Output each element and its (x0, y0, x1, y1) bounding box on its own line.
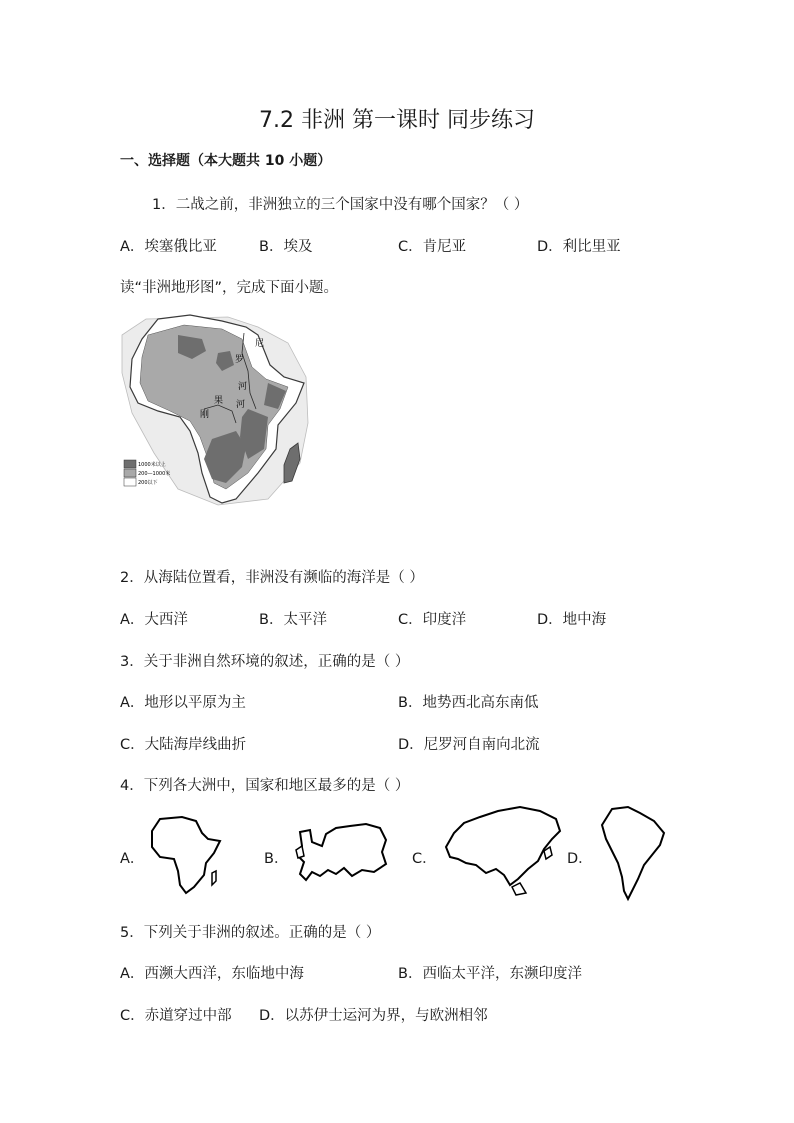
british-isles-outline (296, 846, 304, 858)
page-title: 7.2 非洲 第一课时 同步练习 (259, 108, 535, 133)
map-label-gang: 刚 (200, 410, 210, 420)
asia-islands-outline (512, 883, 526, 895)
question-1-option-b: B．埃及 (259, 239, 313, 255)
question-5-stem: 5．下列关于非洲的叙述。正确的是（ ） (120, 925, 381, 941)
madagascar-outline (212, 871, 216, 885)
south-america-outline-path (602, 807, 664, 899)
question-1-stem: 1．二战之前，非洲独立的三个国家中没有哪个国家？（ ） (152, 197, 529, 213)
legend-swatch-mid (124, 469, 136, 477)
europe-outline-path (298, 824, 386, 880)
legend-swatch-high (124, 460, 136, 468)
legend-swatch-low (124, 478, 136, 486)
question-5-option-d: D．以苏伊士运河为界，与欧洲相邻 (259, 1008, 488, 1024)
question-2-option-c: C．印度洋 (398, 612, 467, 628)
africa-outline-map (148, 815, 224, 895)
map-label-he2: 河 (236, 400, 246, 410)
question-4-option-b: B． (264, 851, 289, 867)
africa-outline-path (152, 817, 220, 893)
question-3-option-c: C．大陆海岸线曲折 (120, 737, 247, 753)
map-label-ni: 尼 (255, 339, 265, 349)
question-2-option-b: B．太平洋 (259, 612, 327, 628)
question-5-option-a: A．西濒大西洋，东临地中海 (120, 966, 304, 982)
question-3-option-a: A．地形以平原为主 (120, 695, 246, 711)
question-3-option-d: D．尼罗河自南向北流 (398, 737, 540, 753)
question-1-option-d: D．利比里亚 (537, 239, 621, 255)
question-3-option-b: B．地势西北高东南低 (398, 695, 539, 711)
africa-topographic-map (118, 313, 312, 507)
question-3-stem: 3．关于非洲自然环境的叙述，正确的是（ ） (120, 654, 410, 670)
asia-outline-path (446, 807, 560, 885)
map-label-guo: 果 (214, 396, 224, 406)
question-5-option-b: B．西临太平洋，东濒印度洋 (398, 966, 582, 982)
question-4-option-c: C． (412, 851, 437, 867)
europe-outline-map (292, 822, 390, 888)
question-2-option-a: A．大西洋 (120, 612, 188, 628)
map-label-luo: 罗 (235, 355, 245, 365)
question-1-option-c: C．肯尼亚 (398, 239, 467, 255)
question-2-option-d: D．地中海 (537, 612, 607, 628)
question-4-stem: 4．下列各大洲中，国家和地区最多的是（ ） (120, 778, 410, 794)
legend-label-mid: 200—1000米 (138, 471, 171, 477)
asia-outline-map (440, 803, 564, 899)
question-1-option-a: A．埃塞俄比亚 (120, 239, 217, 255)
legend-label-low: 200以下 (138, 480, 158, 486)
question-4-option-d: D． (567, 851, 593, 867)
section-header: 一、选择题（本大题共 10 小题） (120, 153, 332, 169)
question-2-stem: 2．从海陆位置看，非洲没有濒临的海洋是（ ） (120, 570, 424, 586)
south-america-outline-map (598, 803, 668, 903)
legend-label-high: 1000米以上 (138, 462, 166, 468)
reading-prompt: 读“非洲地形图”，完成下面小题。 (120, 280, 339, 296)
question-5-option-c: C．赤道穿过中部 (120, 1008, 232, 1024)
map-label-he: 河 (238, 382, 248, 392)
question-4-option-a: A． (120, 851, 145, 867)
